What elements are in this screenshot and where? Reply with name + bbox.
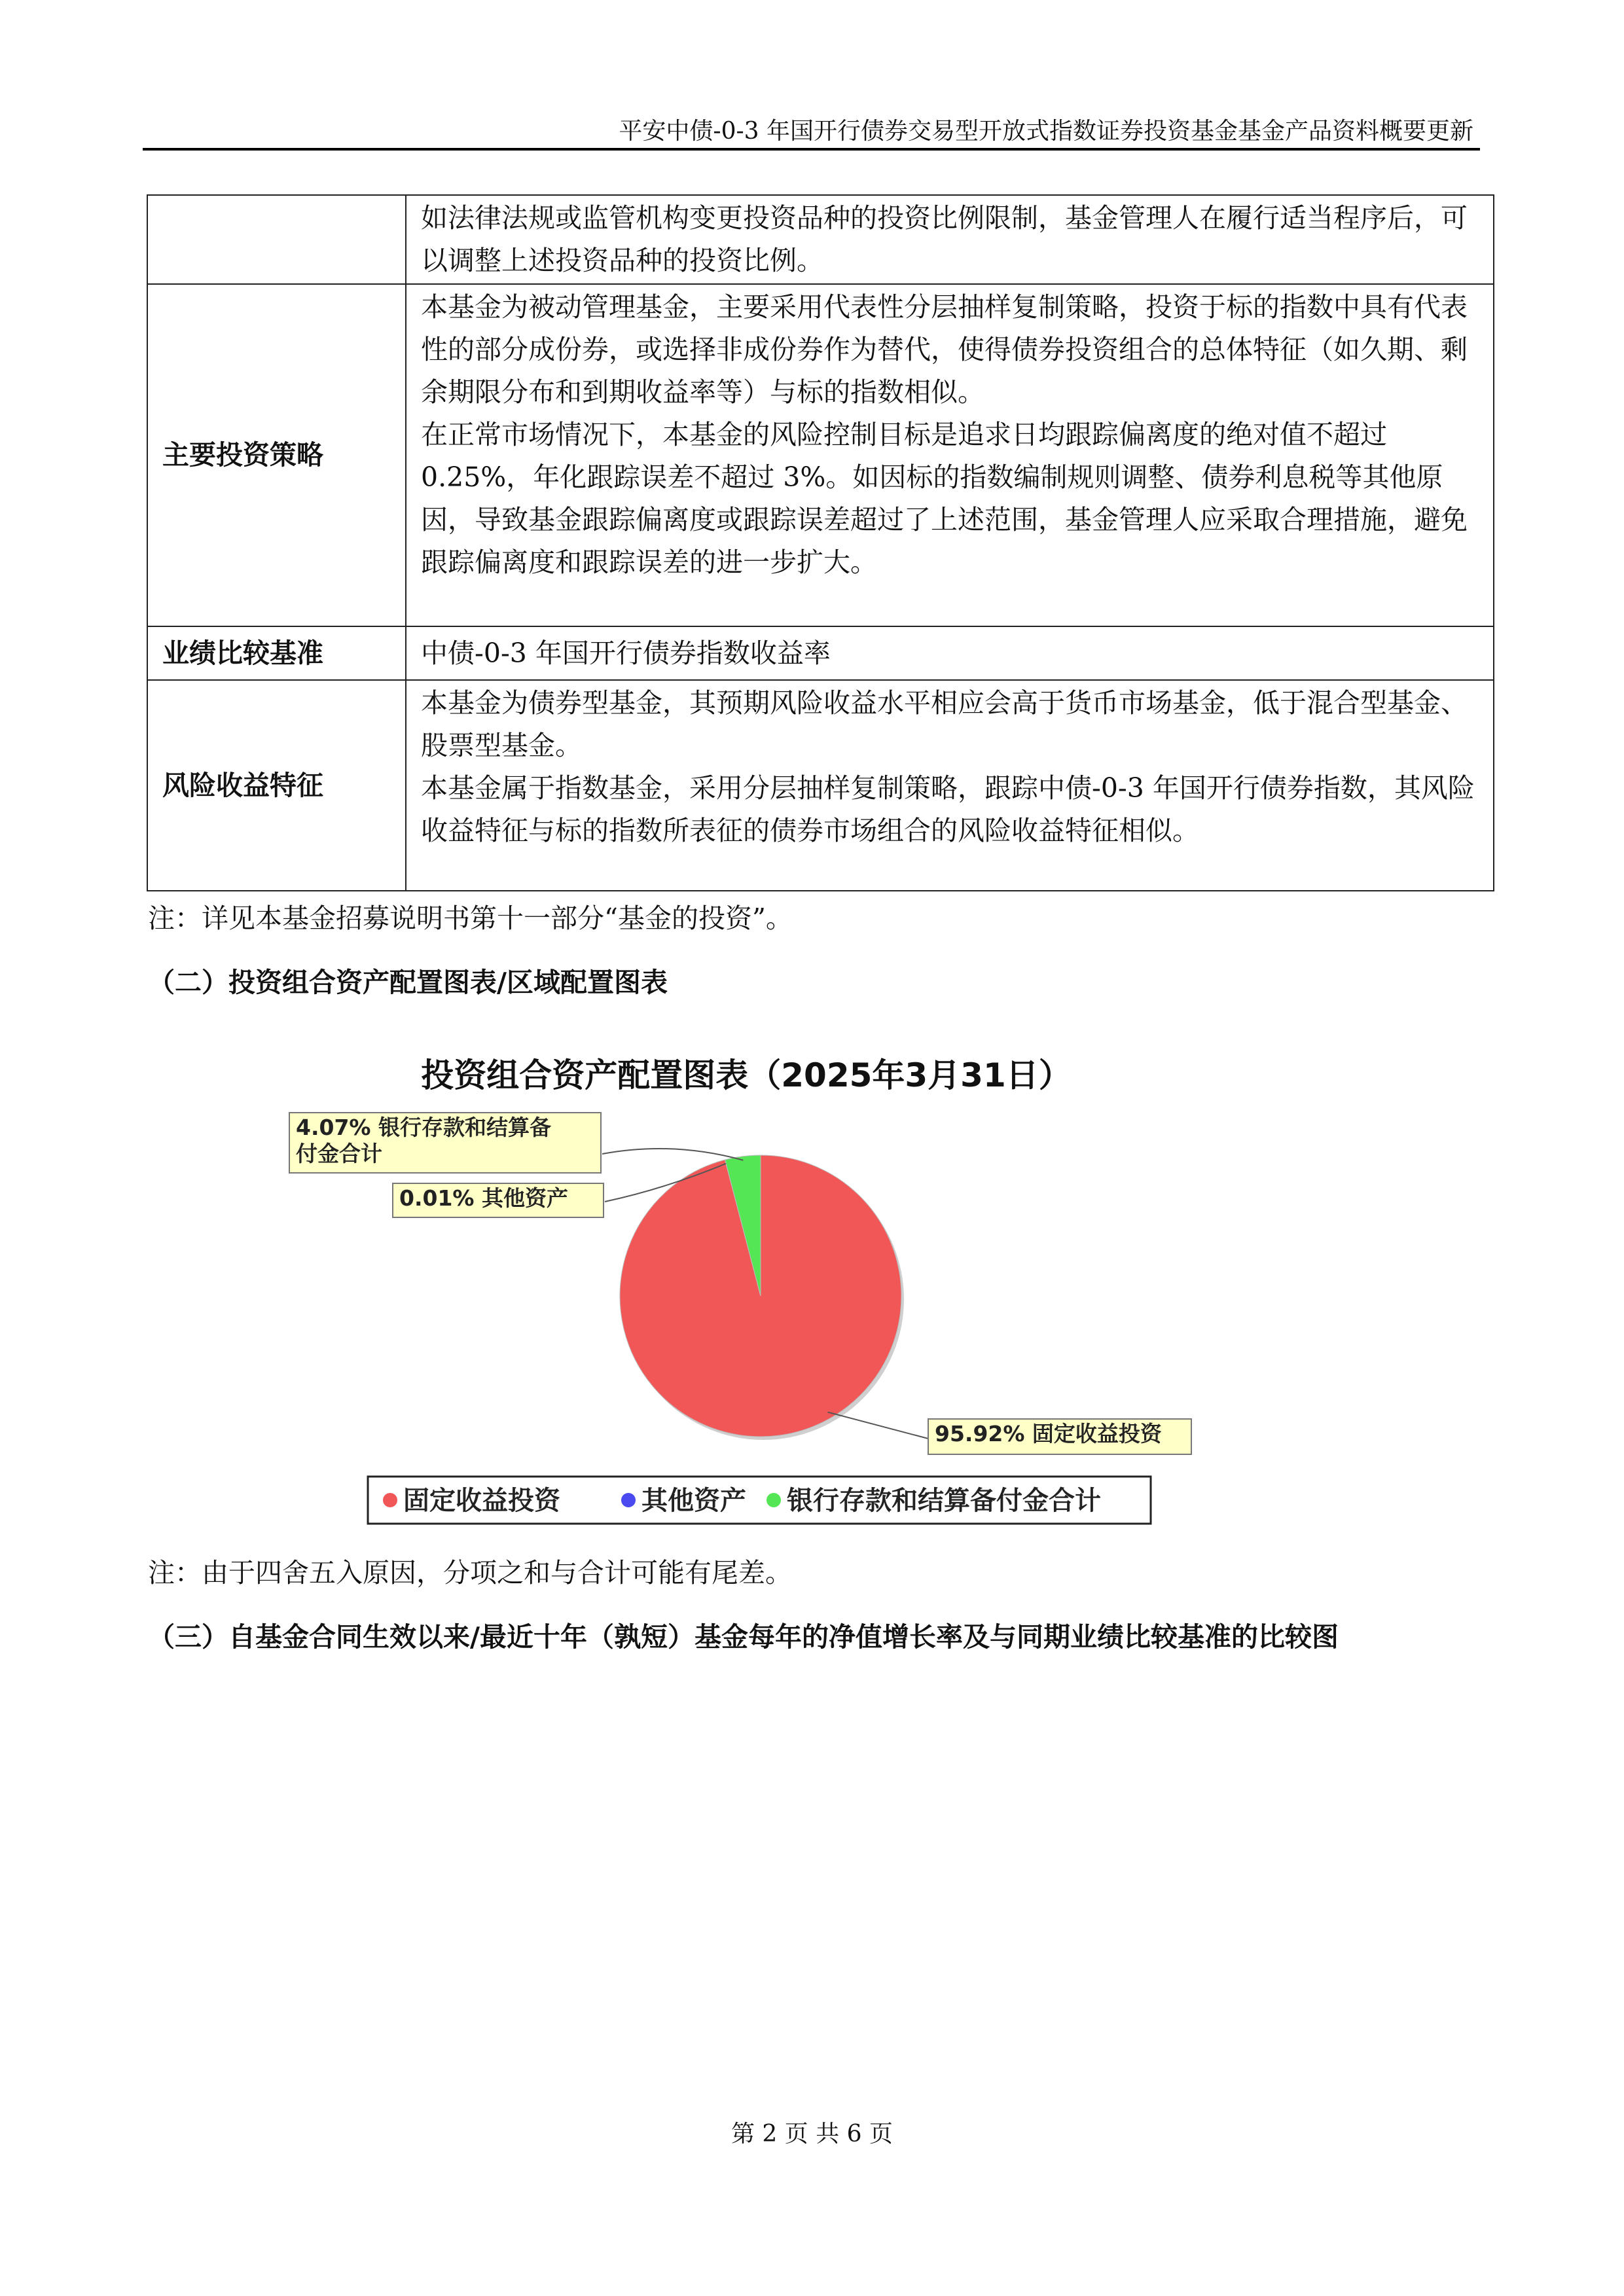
asset-allocation-pie-chart [275,1047,1218,1545]
row-value [406,195,1494,284]
legend-marker [767,1493,781,1507]
table-note: 注：详见本基金招募说明书第十一部分“基金的投资”。 [148,903,793,934]
paragraph: 本基金为债券型基金，其预期风险收益水平相应会高于货币市场基金，低于混合型基金、股票型基金。 [421,687,1468,761]
callout-label-bank-deposits: 4.07% 银行存款和结算备 [296,1115,551,1140]
callout-label-other-assets: 0.01% 其他资产 [399,1185,568,1211]
row-key: 风险收益特征 [147,680,406,891]
callout-label-bank-deposits: 付金合计 [296,1141,382,1166]
row-value [406,680,1494,891]
row-key: 主要投资策略 [147,284,406,626]
paragraph: 在正常市场情况下，本基金的风险控制目标是追求日均跟踪偏离度的绝对值不超过 0.25%，年化跟踪误差不超过 3%。如因标的指数编制规则调整、债券利息税等其他原因，导致基金跟踪偏离度或跟踪误差超过了上述范围，基金管理人应采取合理措施，避免跟踪偏离度和跟踪误差的进一步扩大。 [421,419,1468,578]
page-footer: 第 2 页 共 6 页 [731,2121,893,2147]
table-row [147,195,1494,284]
row-value [406,284,1494,626]
chart-title: 投资组合资产配置图表（2025年3月31日） [421,1056,1072,1094]
paragraph: 如法律法规或监管机构变更投资品种的投资比例限制，基金管理人在履行适当程序后，可以调整上述投资品种的投资比例。 [421,202,1468,276]
row-key: 业绩比较基准 [147,626,406,680]
legend-label: 银行存款和结算备付金合计 [787,1486,1101,1516]
callout-label-fixed-income: 95.92% 固定收益投资 [935,1421,1162,1446]
paragraph: 本基金属于指数基金，采用分层抽样复制策略，跟踪中债-0-3 年国开行债券指数，其风险收益特征与标的指数所表征的债券市场组合的风险收益特征相似。 [421,772,1475,846]
product-info-table [147,194,1494,891]
paragraph: 中债-0-3 年国开行债券指数收益率 [421,637,831,669]
callout-line [828,1412,929,1439]
table-row [147,284,1494,626]
section-title-nav-growth: （三）自基金合同生效以来/最近十年（孰短）基金每年的净值增长率及与同期业绩比较基准的比较图 [148,1621,1339,1653]
section-title-asset-allocation: （二）投资组合资产配置图表/区域配置图表 [148,967,668,998]
row-value [406,626,1494,680]
header-rule [143,148,1480,151]
document-header: 平安中债-0-3 年国开行债券交易型开放式指数证券投资基金基金产品资料概要更新 [619,118,1473,145]
legend [368,1477,1151,1524]
pie [620,1155,904,1440]
chart-note: 注：由于四舍五入原因，分项之和与合计可能有尾差。 [148,1557,792,1588]
legend-marker [383,1493,397,1507]
row-key [147,195,406,284]
legend-label: 其他资产 [641,1486,746,1516]
table-row [147,680,1494,891]
legend-label: 固定收益投资 [403,1486,560,1516]
callout-line [602,1149,743,1160]
table-row [147,626,1494,680]
legend-marker [621,1493,636,1507]
paragraph: 本基金为被动管理基金，主要采用代表性分层抽样复制策略，投资于标的指数中具有代表性的部分成份券，或选择非成份券作为替代，使得债券投资组合的总体特征（如久期、剩余期限分布和到期收益率等）与标的指数相似。 [421,291,1468,408]
